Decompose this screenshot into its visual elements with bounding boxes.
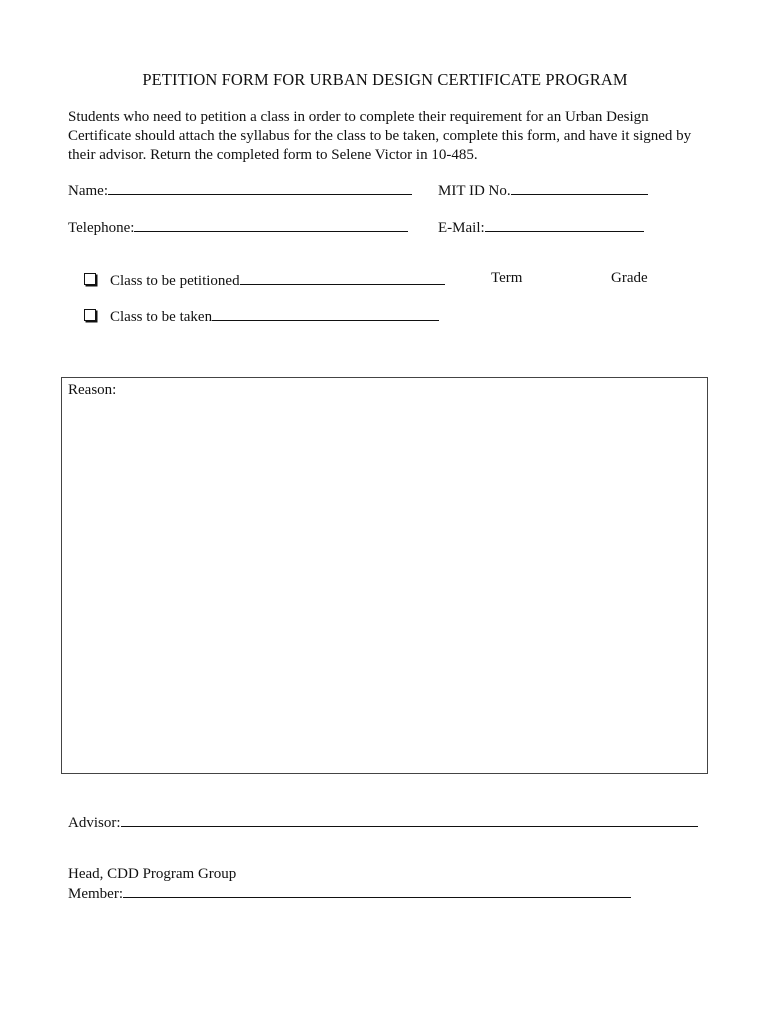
telephone-field [68,217,408,237]
advisor-signature-line[interactable] [121,812,698,827]
instructions-paragraph [68,108,708,165]
instructions-line-2: Certificate should attach the syllabus for the class to be taken, complete this form, and have it signed by [68,128,692,144]
mit-id-input-line[interactable] [511,180,648,195]
email-input-line[interactable] [485,217,644,232]
mit-id-label: MIT ID No. [438,183,511,199]
reason-label: Reason: [68,382,117,398]
instructions-line-1: Students who need to petition a class in order to complete their requirement for an Urban Design [68,109,649,125]
form-title: PETITION FORM FOR URBAN DESIGN CERTIFICATE PROGRAM [142,70,628,89]
class-taken-label: Class to be taken [110,309,213,325]
email-label: E-Mail: [438,220,485,236]
email-field [438,217,644,237]
member-label: Member: [68,886,123,902]
class-petitioned-input-line[interactable] [240,270,445,285]
member-signature-line[interactable] [123,883,631,898]
grade-header: Grade [611,270,648,286]
reason-box[interactable] [61,377,708,774]
name-field [68,180,412,200]
mit-id-field [438,180,648,200]
term-header: Term [491,270,523,286]
telephone-input-line[interactable] [134,217,408,232]
telephone-label: Telephone: [68,220,135,236]
class-petitioned-row [84,270,445,290]
name-label: Name: [68,183,108,199]
class-petitioned-label: Class to be petitioned [110,273,240,289]
class-taken-checkbox[interactable] [84,309,96,321]
advisor-label: Advisor: [68,815,121,831]
name-input-line[interactable] [108,180,412,195]
head-cdd-label: Head, CDD Program Group [68,866,237,882]
member-field [68,883,631,903]
class-taken-input-line[interactable] [212,306,439,321]
class-petitioned-checkbox[interactable] [84,273,96,285]
instructions-line-3: their advisor. Return the completed form to Selene Victor in 10-485. [68,147,478,163]
class-taken-row [84,306,439,326]
advisor-field [68,812,698,832]
